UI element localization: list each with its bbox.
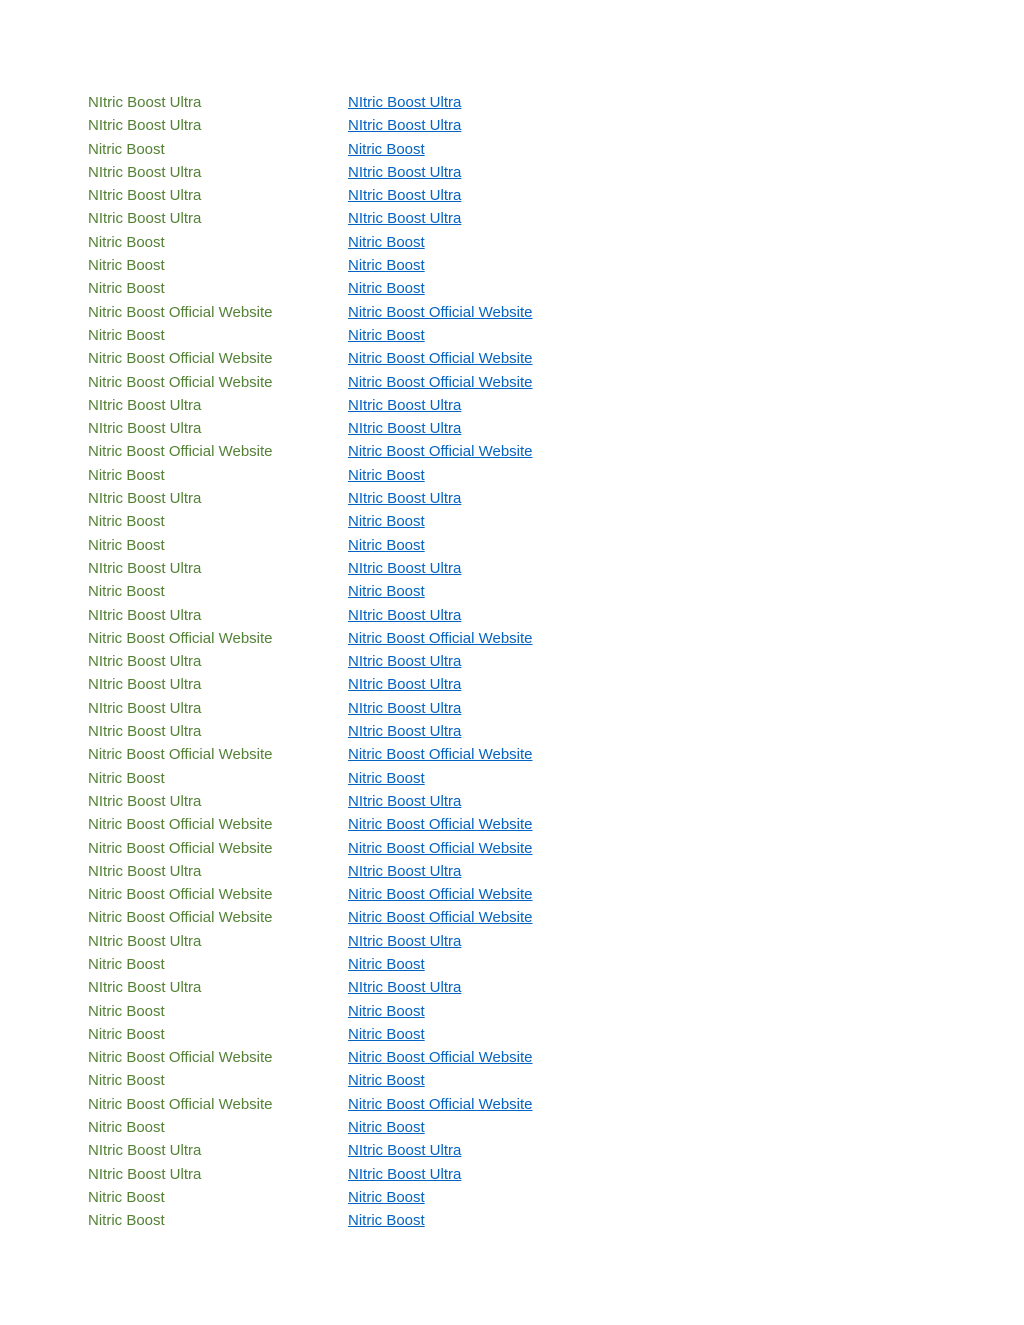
keyword-link[interactable]: NItric Boost Ultra xyxy=(348,396,462,414)
keyword-link[interactable]: Nitric Boost Official Website xyxy=(348,350,533,368)
list-item xyxy=(88,1186,988,1209)
keyword-label: Nitric Boost xyxy=(88,280,165,298)
list-item xyxy=(88,743,988,766)
keyword-label: NItric Boost Ultra xyxy=(88,117,202,135)
keyword-link[interactable]: Nitric Boost xyxy=(348,1072,425,1090)
list-item xyxy=(88,627,988,650)
keyword-link[interactable]: Nitric Boost Official Website xyxy=(348,886,533,904)
list-item xyxy=(88,790,988,813)
list-item xyxy=(88,673,988,696)
keyword-label: NItric Boost Ultra xyxy=(88,606,202,624)
keyword-link[interactable]: NItric Boost Ultra xyxy=(348,490,462,508)
list-item xyxy=(88,1000,988,1023)
keyword-link[interactable]: NItric Boost Ultra xyxy=(348,559,462,577)
keyword-link[interactable]: Nitric Boost Official Website xyxy=(348,816,533,834)
keyword-label: Nitric Boost xyxy=(88,1025,165,1043)
keyword-label: Nitric Boost xyxy=(88,140,165,158)
keyword-label: NItric Boost Ultra xyxy=(88,94,202,111)
keyword-link[interactable]: NItric Boost Ultra xyxy=(348,932,462,950)
keyword-label: NItric Boost Ultra xyxy=(88,490,202,508)
keyword-link[interactable]: Nitric Boost xyxy=(348,513,425,531)
list-item xyxy=(88,976,988,999)
keyword-link[interactable]: NItric Boost Ultra xyxy=(348,792,462,810)
list-item xyxy=(88,487,988,510)
keyword-link[interactable]: Nitric Boost xyxy=(348,326,425,344)
keyword-link[interactable]: Nitric Boost xyxy=(348,233,425,251)
keyword-link[interactable]: NItric Boost Ultra xyxy=(348,862,462,880)
keyword-link[interactable]: Nitric Boost xyxy=(348,280,425,298)
list-item xyxy=(88,161,988,184)
keyword-link[interactable]: Nitric Boost xyxy=(348,1002,425,1020)
keyword-label: Nitric Boost Official Website xyxy=(88,350,273,368)
list-item xyxy=(88,953,988,976)
keyword-link[interactable]: NItric Boost Ultra xyxy=(348,723,462,741)
keyword-link[interactable]: NItric Boost Ultra xyxy=(348,1142,462,1160)
list-item xyxy=(88,930,988,953)
list-item xyxy=(88,324,988,347)
keyword-link[interactable]: NItric Boost Ultra xyxy=(348,94,462,111)
keyword-label: Nitric Boost xyxy=(88,1188,165,1206)
keyword-link[interactable]: Nitric Boost Official Website xyxy=(348,1095,533,1113)
list-item xyxy=(88,580,988,603)
list-item xyxy=(88,277,988,300)
list-item xyxy=(88,1209,988,1232)
keyword-link[interactable]: Nitric Boost xyxy=(348,769,425,787)
list-item xyxy=(88,347,988,370)
keyword-link[interactable]: NItric Boost Ultra xyxy=(348,187,462,205)
keyword-label: Nitric Boost xyxy=(88,466,165,484)
keyword-label: Nitric Boost Official Website xyxy=(88,839,273,857)
list-item xyxy=(88,91,988,114)
keyword-link[interactable]: Nitric Boost xyxy=(348,583,425,601)
keyword-label: Nitric Boost Official Website xyxy=(88,746,273,764)
list-item xyxy=(88,697,988,720)
keyword-link[interactable]: Nitric Boost Official Website xyxy=(348,629,533,647)
keyword-link[interactable]: NItric Boost Ultra xyxy=(348,1165,462,1183)
list-item xyxy=(88,1116,988,1139)
list-item xyxy=(88,138,988,161)
list-item xyxy=(88,417,988,440)
keyword-label: NItric Boost Ultra xyxy=(88,396,202,414)
keyword-label: Nitric Boost xyxy=(88,1002,165,1020)
keyword-label: NItric Boost Ultra xyxy=(88,210,202,228)
list-item xyxy=(88,813,988,836)
keyword-link[interactable]: NItric Boost Ultra xyxy=(348,676,462,694)
keyword-label: NItric Boost Ultra xyxy=(88,653,202,671)
list-item xyxy=(88,1163,988,1186)
list-item xyxy=(88,534,988,557)
keyword-link[interactable]: NItric Boost Ultra xyxy=(348,420,462,438)
keyword-label: Nitric Boost Official Website xyxy=(88,373,273,391)
list-item xyxy=(88,371,988,394)
keyword-label: NItric Boost Ultra xyxy=(88,723,202,741)
list-item xyxy=(88,1093,988,1116)
keyword-link[interactable]: Nitric Boost xyxy=(348,1188,425,1206)
keyword-link[interactable]: NItric Boost Ultra xyxy=(348,163,462,181)
keyword-link[interactable]: NItric Boost Ultra xyxy=(348,653,462,671)
keyword-label: Nitric Boost Official Website xyxy=(88,1095,273,1113)
keyword-label: Nitric Boost xyxy=(88,257,165,275)
keyword-label: Nitric Boost xyxy=(88,326,165,344)
keyword-label: Nitric Boost Official Website xyxy=(88,886,273,904)
list-item xyxy=(88,1069,988,1092)
list-item xyxy=(88,301,988,324)
keyword-label: Nitric Boost xyxy=(88,583,165,601)
list-item xyxy=(88,883,988,906)
list-item xyxy=(88,860,988,883)
list-item xyxy=(88,440,988,463)
list-item xyxy=(88,464,988,487)
list-item xyxy=(88,1046,988,1069)
keyword-link[interactable]: NItric Boost Ultra xyxy=(348,117,462,135)
list-item xyxy=(88,557,988,580)
keyword-label: Nitric Boost Official Website xyxy=(88,443,273,461)
keyword-label: NItric Boost Ultra xyxy=(88,1165,202,1183)
keyword-label: Nitric Boost xyxy=(88,513,165,531)
keyword-link[interactable]: Nitric Boost Official Website xyxy=(348,1049,533,1067)
keyword-label: NItric Boost Ultra xyxy=(88,1142,202,1160)
list-item xyxy=(88,184,988,207)
list-item xyxy=(88,767,988,790)
list-item xyxy=(88,114,988,137)
list-item xyxy=(88,1023,988,1046)
keyword-link[interactable]: Nitric Boost Official Website xyxy=(348,746,533,764)
keyword-label: NItric Boost Ultra xyxy=(88,187,202,205)
keyword-link[interactable]: Nitric Boost xyxy=(348,1212,425,1230)
keyword-label: NItric Boost Ultra xyxy=(88,163,202,181)
keyword-label: NItric Boost Ultra xyxy=(88,862,202,880)
keyword-link[interactable]: Nitric Boost xyxy=(348,955,425,973)
keyword-link-list xyxy=(88,91,988,1233)
keyword-link[interactable]: NItric Boost Ultra xyxy=(348,699,462,717)
keyword-label: NItric Boost Ultra xyxy=(88,699,202,717)
keyword-link[interactable]: NItric Boost Ultra xyxy=(348,210,462,228)
keyword-label: Nitric Boost Official Website xyxy=(88,303,273,321)
keyword-link[interactable]: NItric Boost Ultra xyxy=(348,979,462,997)
keyword-link[interactable]: Nitric Boost Official Website xyxy=(348,839,533,857)
keyword-label: Nitric Boost xyxy=(88,1119,165,1137)
keyword-label: NItric Boost Ultra xyxy=(88,559,202,577)
keyword-label: NItric Boost Ultra xyxy=(88,792,202,810)
keyword-label: Nitric Boost Official Website xyxy=(88,816,273,834)
keyword-link[interactable]: Nitric Boost xyxy=(348,1025,425,1043)
keyword-link[interactable]: Nitric Boost xyxy=(348,1119,425,1137)
keyword-label: Nitric Boost xyxy=(88,233,165,251)
list-item xyxy=(88,1139,988,1162)
list-item xyxy=(88,231,988,254)
keyword-link[interactable]: Nitric Boost xyxy=(348,466,425,484)
keyword-link[interactable]: Nitric Boost xyxy=(348,140,425,158)
keyword-link[interactable]: Nitric Boost xyxy=(348,536,425,554)
keyword-label: Nitric Boost Official Website xyxy=(88,1049,273,1067)
list-item xyxy=(88,254,988,277)
keyword-label: Nitric Boost xyxy=(88,955,165,973)
keyword-label: NItric Boost Ultra xyxy=(88,420,202,438)
list-item xyxy=(88,394,988,417)
keyword-link[interactable]: Nitric Boost Official Website xyxy=(348,303,533,321)
keyword-label: Nitric Boost xyxy=(88,536,165,554)
keyword-link[interactable]: Nitric Boost xyxy=(348,257,425,275)
keyword-link[interactable]: Nitric Boost Official Website xyxy=(348,373,533,391)
keyword-label: Nitric Boost xyxy=(88,769,165,787)
keyword-label: NItric Boost Ultra xyxy=(88,676,202,694)
list-item xyxy=(88,207,988,230)
keyword-link[interactable]: Nitric Boost Official Website xyxy=(348,443,533,461)
list-item xyxy=(88,650,988,673)
list-item xyxy=(88,604,988,627)
keyword-label: NItric Boost Ultra xyxy=(88,932,202,950)
keyword-label: Nitric Boost xyxy=(88,1072,165,1090)
list-item xyxy=(88,906,988,929)
list-item xyxy=(88,837,988,860)
list-item xyxy=(88,510,988,533)
keyword-link[interactable]: NItric Boost Ultra xyxy=(348,606,462,624)
list-item xyxy=(88,720,988,743)
keyword-label: Nitric Boost xyxy=(88,1212,165,1230)
keyword-label: Nitric Boost Official Website xyxy=(88,629,273,647)
keyword-link[interactable]: Nitric Boost Official Website xyxy=(348,909,533,927)
keyword-label: Nitric Boost Official Website xyxy=(88,909,273,927)
keyword-label: NItric Boost Ultra xyxy=(88,979,202,997)
